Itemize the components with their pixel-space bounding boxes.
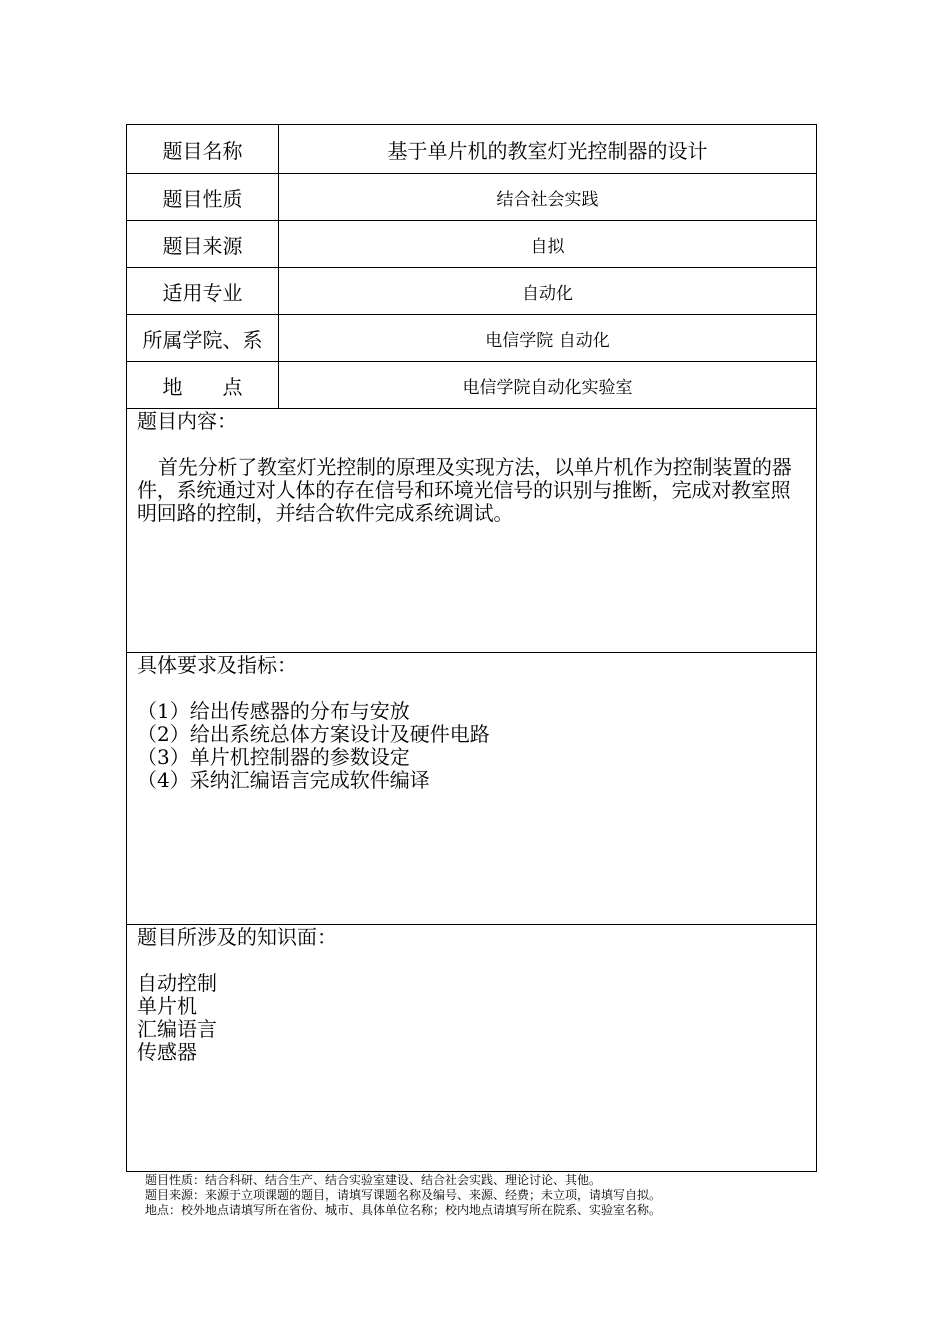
- value-topic-name: 基于单片机的教室灯光控制器的设计: [387, 138, 708, 163]
- requirement-item: （4）采纳汇编语言完成软件编译: [137, 768, 430, 792]
- knowledge-item: 单片机: [137, 994, 197, 1018]
- footnote-topic-source: 题目来源：来源于立项课题的题目，请填写课题名称及编号、来源、经费；未立项，请填写自拟。: [145, 1188, 662, 1202]
- value-topic-source: 自拟: [530, 236, 565, 257]
- footnote-topic-nature: 题目性质：结合科研、结合生产、结合实验室建设、结合社会实践、理论讨论、其他。: [145, 1173, 602, 1187]
- topic-form-table: [126, 124, 817, 1172]
- content-heading: 题目内容：: [137, 409, 237, 433]
- row-topic-name: [127, 125, 816, 174]
- knowledge-list: [137, 972, 808, 1064]
- knowledge-item: 传感器: [137, 1040, 197, 1064]
- requirements-block: [127, 653, 816, 925]
- requirement-item: （2）给出系统总体方案设计及硬件电路: [137, 722, 490, 746]
- label-location: 地 点: [127, 362, 279, 408]
- knowledge-block: [127, 925, 816, 1171]
- row-location: [127, 362, 816, 409]
- footnote-location: 地点：校外地点请填写所在省份、城市、具体单位名称；校内地点请填写所在院系、实验室名称。: [145, 1203, 662, 1217]
- label-topic-nature: 题目性质: [127, 174, 279, 220]
- row-topic-source: [127, 221, 816, 268]
- label-department: 所属学院、系: [127, 315, 279, 361]
- value-location: 电信学院自动化实验室: [462, 377, 633, 398]
- value-major: 自动化: [522, 283, 573, 304]
- requirements-list: [137, 700, 808, 792]
- value-topic-nature: 结合社会实践: [496, 189, 599, 210]
- row-major: [127, 268, 816, 315]
- requirement-item: （3）单片机控制器的参数设定: [137, 745, 410, 769]
- requirements-heading: 具体要求及指标：: [137, 653, 297, 677]
- content-text: 首先分析了教室灯光控制的原理及实现方法，以单片机作为控制装置的器件，系统通过对人体的存在信号和环境光信号的识别与推断，完成对教室照明回路的控制，并结合软件完成系统调试。: [137, 455, 792, 525]
- row-topic-nature: [127, 174, 816, 221]
- requirement-item: （1）给出传感器的分布与安放: [137, 699, 410, 723]
- label-topic-name: 题目名称: [127, 125, 279, 173]
- knowledge-heading: 题目所涉及的知识面：: [137, 925, 337, 949]
- row-department: [127, 315, 816, 362]
- content-block: [127, 409, 816, 653]
- label-topic-source: 题目来源: [127, 221, 279, 267]
- label-major: 适用专业: [127, 268, 279, 314]
- knowledge-item: 自动控制: [137, 971, 217, 995]
- footnotes: [145, 1173, 661, 1218]
- value-department: 电信学院 自动化: [485, 330, 610, 351]
- knowledge-item: 汇编语言: [137, 1017, 217, 1041]
